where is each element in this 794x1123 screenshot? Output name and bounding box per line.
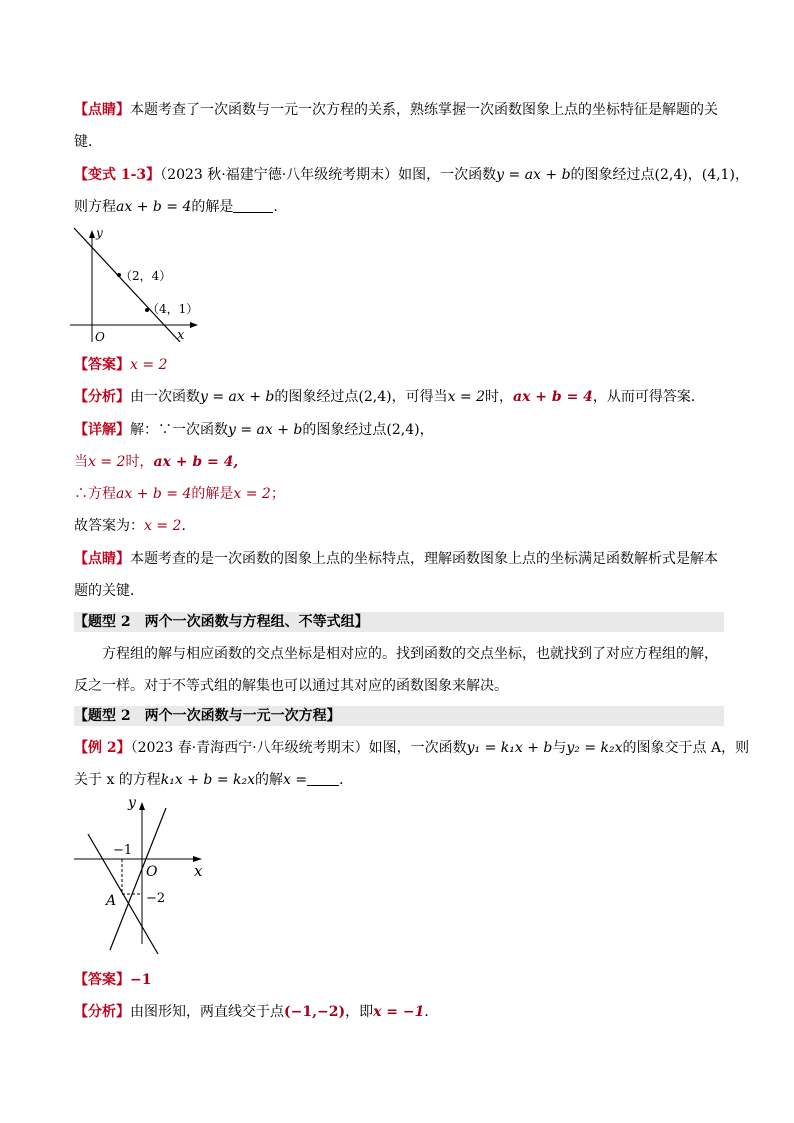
intro-paragraph-text-2: 反之一样。对于不等式组的解集也可以通过其对应的函数图象来解决。 — [74, 678, 508, 694]
variant-point-1: (2,4) — [654, 167, 688, 183]
analysis-1-c: ，可得当 — [391, 389, 448, 405]
intro-paragraph-line-2 — [74, 676, 724, 696]
graph-1-point-2-label: （4，1） — [147, 302, 199, 316]
detail-1-point: (2,4) — [386, 422, 420, 438]
graph-1 — [68, 224, 208, 346]
graph-2-y-label: y — [128, 795, 136, 811]
answer-1-line — [74, 355, 724, 375]
graph-2-point-a-label: A — [106, 893, 117, 909]
variant-equation: ax + b = 4 — [116, 199, 192, 215]
note-1-line-1 — [74, 100, 724, 120]
note-1-text-1: 本题考查了一次函数与一元一次方程的关系，熟练掌握一次函数图象上点的坐标特征是解题的关 — [130, 102, 718, 118]
analysis-2-x: x = −1 — [373, 1004, 425, 1020]
variant-line-1 — [74, 165, 749, 185]
detail-1-tag: 【详解】 — [74, 422, 130, 438]
variant-line2-a: 则方程 — [74, 199, 116, 215]
example-l2-eq: k₁x + b = k₂x — [160, 772, 256, 788]
graph-2-neg2-label: −2 — [146, 891, 166, 906]
detail-1-func: y = ax + b — [228, 422, 303, 438]
intro-paragraph-line-1 — [74, 644, 724, 664]
graph-2 — [70, 794, 210, 964]
variant-mid: 的图象经过点 — [570, 167, 655, 183]
detail-1-l3-eq: ax + b = 4 — [116, 486, 192, 502]
analysis-2-c: ． — [424, 1004, 439, 1020]
variant-line2-b: 的解是 — [191, 199, 234, 215]
detail-1-l2-a: 当 — [74, 454, 88, 470]
detail-1-a: 解：∵一次函数 — [130, 422, 228, 438]
analysis-1-b: 的图象经过点 — [274, 389, 359, 405]
analysis-1-e: ax + b = 4 — [513, 389, 593, 405]
graph-2-y-arrow — [139, 802, 145, 810]
detail-1-l4-b: ． — [181, 518, 196, 534]
analysis-1-tag: 【分析】 — [74, 389, 130, 405]
example-l2-c: ． — [339, 772, 354, 788]
variant-source: （2023 秋·福建宁德·八年级统考期末）如图，一次函数 — [160, 167, 497, 183]
analysis-1-f: ，从而可得答案． — [592, 389, 705, 405]
example-func-1: y₁ = k₁x + b — [466, 740, 553, 756]
analysis-2-b: ，即 — [345, 1004, 374, 1020]
note-1-text-2: 键． — [74, 134, 102, 150]
example-l2-b: 的解 — [255, 772, 284, 788]
example-func-2: y₂ = k₂x — [566, 740, 623, 756]
graph-2-x-label: x — [194, 862, 203, 880]
variant-tag: 【变式 1-3】 — [74, 167, 161, 183]
detail-1-l2-b: 时， — [125, 454, 154, 470]
variant-func: y = ax + b — [496, 167, 571, 183]
analysis-2-a: 由图形知，两直线交于点 — [130, 1004, 284, 1020]
variant-comma: ， — [687, 167, 702, 183]
note-1-line-2 — [74, 132, 724, 152]
note-2-line-1 — [74, 549, 724, 569]
graph-2-origin: O — [146, 864, 158, 880]
section-heading-2 — [74, 706, 724, 726]
detail-1-l3-b: 的解是 — [191, 486, 234, 502]
graph-1-x-label: x — [177, 328, 185, 343]
answer-blank-2 — [307, 771, 339, 786]
analysis-1-d: 时， — [485, 389, 514, 405]
analysis-2-line — [74, 1002, 724, 1022]
analysis-1-a: 由一次函数 — [130, 389, 200, 405]
detail-1-line-3 — [74, 484, 724, 504]
example-line-2 — [74, 770, 724, 790]
note-1-tag: 【点睛】 — [74, 102, 130, 118]
intro-paragraph-text-1: 方程组的解与相应函数的交点坐标是相对应的。找到函数的交点坐标，也就找到了对应方程组的解， — [102, 646, 718, 662]
detail-1-l3-x: x = 2 — [233, 486, 271, 502]
analysis-1-func: y = ax + b — [200, 389, 275, 405]
section-heading-1-label: 【题型 2 两个一次函数与方程组、不等式组】 — [74, 614, 369, 630]
note-2-text-2: 题的关键． — [74, 583, 144, 599]
graph-2-line-y2 — [110, 808, 166, 950]
variant-line-2 — [74, 197, 724, 217]
detail-1-b: 的图象经过点 — [302, 422, 387, 438]
detail-1-line-1 — [74, 420, 724, 440]
graph-1-y-arrow — [89, 230, 95, 238]
answer-2-line — [74, 970, 724, 990]
example-tag: 【例 2】 — [74, 740, 131, 756]
detail-1-l4-x: x = 2 — [144, 518, 182, 534]
detail-1-l2-x: x = 2 — [88, 454, 126, 470]
section-heading-1 — [74, 612, 724, 632]
answer-2-value: −1 — [130, 972, 152, 988]
graph-1-x-arrow — [190, 322, 198, 328]
variant-point-2: (4,1) — [701, 167, 735, 183]
detail-1-c: ， — [419, 422, 434, 438]
graph-2-neg1-label: −1 — [113, 843, 133, 858]
section-heading-2-label: 【题型 2 两个一次函数与一元一次方程】 — [74, 708, 341, 724]
analysis-2-tag: 【分析】 — [74, 1004, 130, 1020]
variant-line2-c: ． — [273, 199, 288, 215]
detail-1-l3-a: ∴方程 — [74, 486, 116, 502]
note-2-tag: 【点睛】 — [74, 551, 130, 567]
detail-1-l2-c: ax + b = 4, — [153, 454, 239, 470]
example-l2-a: 关于 x 的方程 — [74, 772, 161, 788]
example-line-1 — [74, 738, 750, 758]
detail-1-line-4 — [74, 516, 724, 536]
answer-2-tag: 【答案】 — [74, 972, 130, 988]
analysis-1-x: x = 2 — [447, 389, 486, 405]
graph-1-point-1-label: （2，4） — [120, 269, 172, 283]
example-end: 的图象交于点 A，则 — [622, 740, 750, 756]
analysis-2-point: (−1,−2) — [284, 1004, 346, 1020]
example-source: （2023 春·青海西宁·八年级统考期末）如图，一次函数 — [130, 740, 467, 756]
note-2-text-1: 本题考查的是一次函数的图象上点的坐标特点，理解函数图象上点的坐标满足函数解析式是解本 — [130, 551, 718, 567]
analysis-1-point: (2,4) — [358, 389, 392, 405]
note-2-line-2 — [74, 581, 724, 601]
detail-1-line-2 — [74, 452, 724, 472]
detail-1-l4-a: 故答案为： — [74, 518, 144, 534]
example-with: 与 — [552, 740, 567, 756]
answer-1-tag: 【答案】 — [74, 357, 130, 373]
detail-1-l3-c: ； — [270, 486, 285, 502]
example-l2-x: x = — [283, 772, 308, 788]
graph-1-y-label: y — [96, 226, 103, 240]
answer-blank-1 — [233, 198, 273, 213]
analysis-1-line — [74, 387, 724, 407]
graph-1-origin: O — [95, 330, 105, 344]
answer-1-value: x = 2 — [130, 357, 168, 373]
variant-end: ， — [734, 167, 749, 183]
